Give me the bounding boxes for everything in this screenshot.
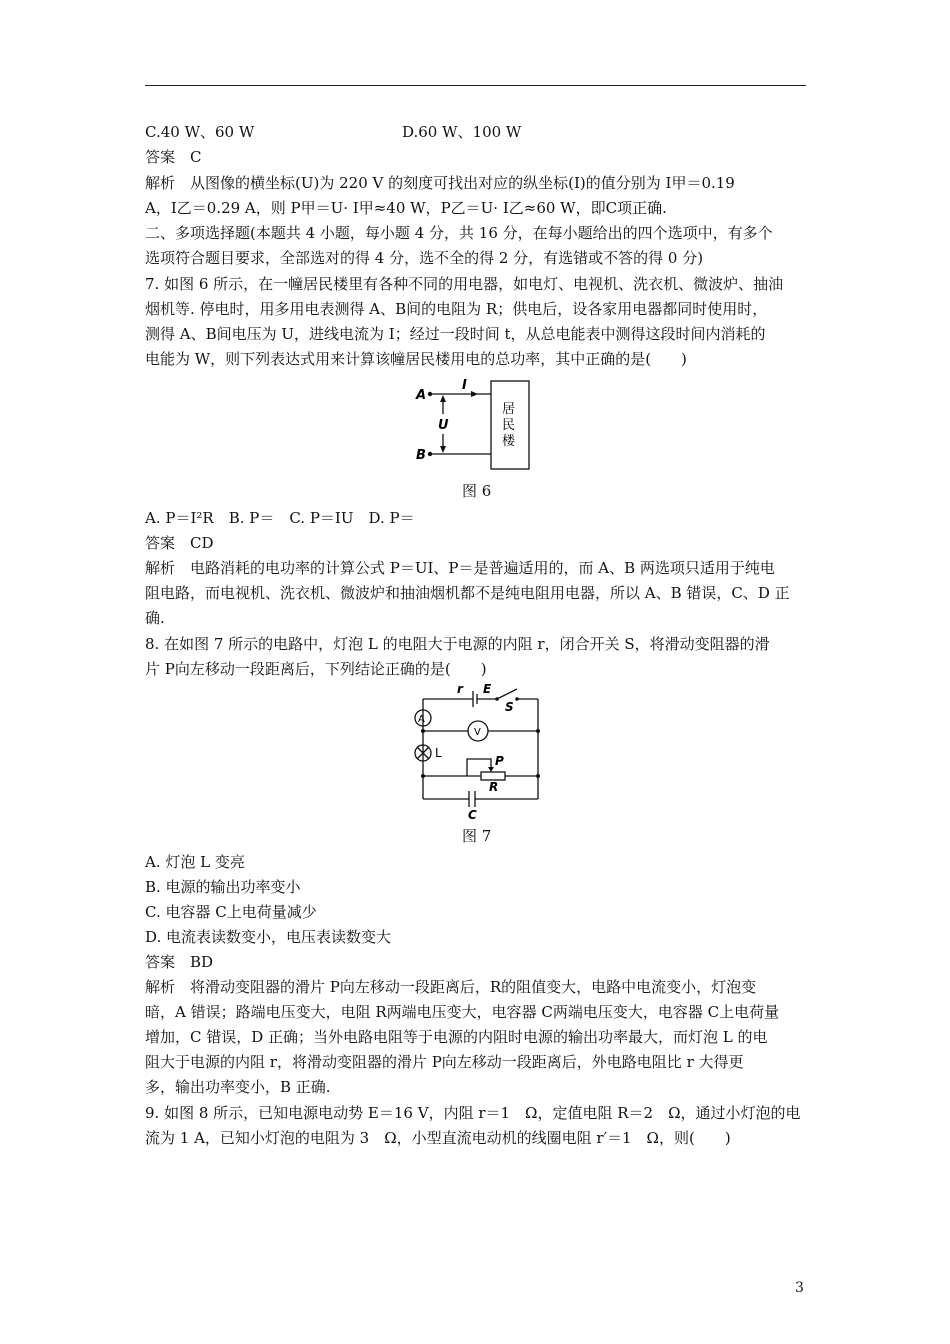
option-a-q8: A. 灯泡 L 变亮: [145, 853, 245, 871]
analysis-q8-line1: 解析 将滑动变阻器的滑片 P向左移动一段距离后，R的阻值变大，电路中电流变小，灯泡变: [145, 978, 757, 996]
fig6-box-char-2: 民: [502, 418, 516, 433]
fig7-label-l: L: [435, 746, 442, 760]
analysis-q8-line4: 阻大于电源的内阻 r，将滑动变阻器的滑片 P向左移动一段距离后，外电路电阻比 r 大得更: [145, 1053, 744, 1071]
fig7-label-p: P: [495, 754, 504, 768]
fig7-label-r-resistor: R: [489, 780, 499, 794]
figure-6-caption: 图 6: [462, 482, 492, 500]
fig7-label-r: r: [457, 682, 463, 696]
fig6-label-u: U: [438, 418, 449, 433]
section-heading-line1: 二、多项选择题(本题共 4 小题，每小题 4 分，共 16 分，在每小题给出的四个选项中，有多个: [145, 224, 773, 242]
analysis-q8-line5: 多，输出功率变小，B 正确.: [145, 1078, 331, 1096]
fig7-label-voltmeter: V: [474, 727, 481, 738]
question-8-line2: 片 P向左移动一段距离后，下列结论正确的是( ): [145, 660, 487, 678]
section-heading-line2: 选项符合题目要求，全部选对的得 4 分，选不全的得 2 分，有选错或不答的得 0 分): [145, 249, 704, 267]
question-9-line2: 流为 1 A，已知小灯泡的电阻为 3 Ω，小型直流电动机的线圈电阻 r′＝1 Ω，则( ): [145, 1129, 731, 1147]
option-d-q6: D.60 W、100 W: [402, 123, 522, 141]
option-c-q6: C.40 W、60 W: [145, 123, 255, 141]
option-d-q8: D. 电流表读数变小，电压表读数变大: [145, 928, 392, 946]
question-7-line4: 电能为 W，则下列表达式用来计算该幢居民楼用电的总功率，其中正确的是( ): [145, 350, 687, 368]
analysis-q7-line1: 解析 电路消耗的电功率的计算公式 P＝UI、P＝是普遍适用的，而 A、B 两选项只适用于纯电: [145, 559, 775, 577]
fig7-label-s: S: [505, 700, 514, 714]
question-7-line3: 测得 A、B间电压为 U，进线电流为 I；经过一段时间 t，从总电能表中测得这段时间内消耗的: [145, 325, 766, 343]
answer-q7: 答案 CD: [145, 534, 214, 552]
question-9-line1: 9. 如图 8 所示，已知电源电动势 E＝16 V，内阻 r＝1 Ω，定值电阻 R＝2 Ω，通过小灯泡的电: [145, 1104, 801, 1122]
fig6-box-char-3: 楼: [502, 434, 516, 449]
analysis-q7-line2: 阻电路，而电视机、洗衣机、微波炉和抽油烟机都不是纯电阻用电器，所以 A、B 错误，C、D 正: [145, 584, 790, 602]
fig7-label-ammeter: A: [418, 714, 425, 725]
figure-7-diagram: [405, 681, 550, 821]
page-number: 3: [795, 1280, 804, 1296]
header-rule: [145, 85, 806, 86]
fig6-label-a: A: [416, 388, 427, 403]
question-7-line2: 烟机等. 停电时，用多用电表测得 A、B间的电阻为 R；供电后，设各家用电器都同时使用时，: [145, 300, 768, 318]
figure-6-diagram: [410, 376, 535, 472]
answer-q8: 答案 BD: [145, 953, 214, 971]
option-c-q8: C. 电容器 C上电荷量减少: [145, 903, 317, 921]
analysis-q6-line2: A，I乙＝0.29 A，则 P甲＝U· I甲≈40 W，P乙＝U· I乙≈60 W，即C项正确.: [145, 199, 667, 217]
fig6-box-char-1: 居: [502, 402, 516, 417]
analysis-q8-line3: 增加，C 错误，D 正确；当外电路电阻等于电源的内阻时电源的输出功率最大，而灯泡 L 的电: [145, 1028, 768, 1046]
option-b-q8: B. 电源的输出功率变小: [145, 878, 301, 896]
figure-7-caption: 图 7: [462, 827, 492, 845]
options-q7: A. P＝I²R B. P＝ C. P＝IU D. P＝: [145, 509, 415, 527]
analysis-q8-line2: 暗，A 错误；路端电压变大，电阻 R两端电压变大，电容器 C两端电压变大，电容器 C上电荷量: [145, 1003, 780, 1021]
fig7-label-e: E: [483, 682, 492, 696]
analysis-q6-line1: 解析 从图像的横坐标(U)为 220 V 的刻度可找出对应的纵坐标(I)的值分别为 I甲＝0.19: [145, 174, 735, 192]
question-7-line1: 7. 如图 6 所示，在一幢居民楼里有各种不同的用电器，如电灯、电视机、洗衣机、微波炉、抽油: [145, 275, 784, 293]
fig6-label-b: B: [416, 448, 426, 463]
question-8-line1: 8. 在如图 7 所示的电路中，灯泡 L 的电阻大于电源的内阻 r，闭合开关 S，将滑动变阻器的滑: [145, 635, 770, 653]
analysis-q7-line3: 确.: [145, 609, 165, 627]
answer-q6: 答案 C: [145, 148, 202, 166]
fig7-label-c: C: [468, 808, 477, 821]
fig6-label-i: I: [462, 378, 467, 393]
